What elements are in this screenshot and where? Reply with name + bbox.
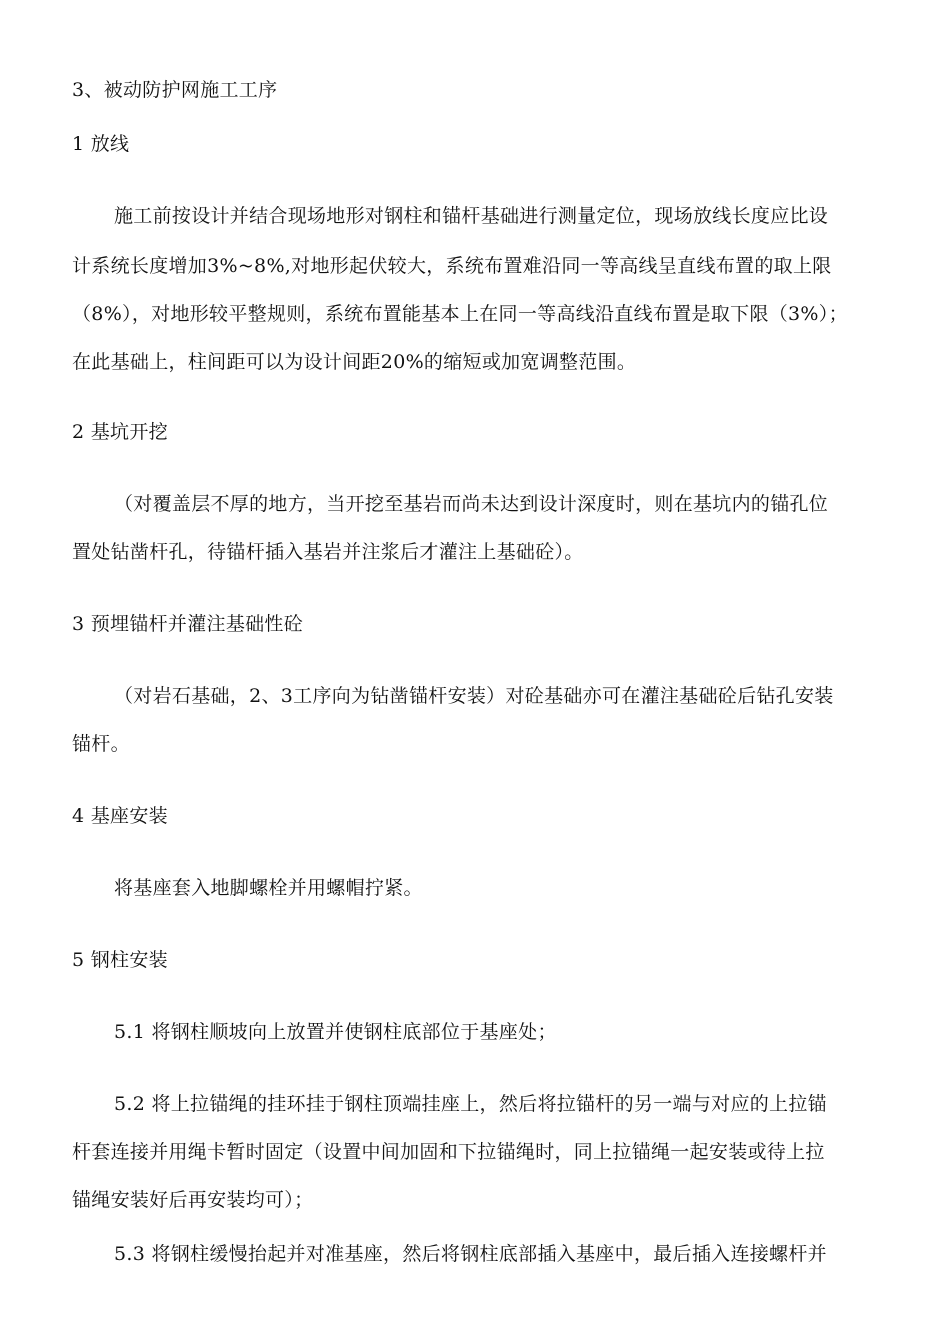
step-4-heading: 4 基座安装: [72, 805, 168, 827]
step-5-3-line: 5.3 将钢柱缓慢抬起并对准基座，然后将钢柱底部插入基座中，最后插入连接螺杆并: [114, 1243, 827, 1265]
step-1-paragraph-line: （8%），对地形较平整规则，系统布置能基本上在同一等高线沿直线布置是取下限（3%）；: [72, 303, 848, 325]
section-title: 3、被动防护网施工工序: [72, 79, 278, 101]
step-1-heading: 1 放线: [72, 133, 130, 155]
step-1-paragraph-line: 施工前按设计并结合现场地形对钢柱和锚杆基础进行测量定位，现场放线长度应比设: [114, 205, 829, 227]
step-4-paragraph-line: 将基座套入地脚螺栓并用螺帽拧紧。: [114, 877, 423, 899]
step-2-heading: 2 基坑开挖: [72, 421, 168, 443]
step-3-heading: 3 预埋锚杆并灌注基础性砼: [72, 613, 304, 635]
step-2-paragraph-line: 置处钻凿杆孔，待锚杆插入基岩并注浆后才灌注上基础砼）。: [72, 541, 584, 563]
step-2-paragraph-line: （对覆盖层不厚的地方，当开挖至基岩而尚未达到设计深度时，则在基坑内的锚孔位: [114, 493, 829, 515]
step-5-2-line: 杆套连接并用绳卡暂时固定（设置中间加固和下拉锚绳时，同上拉锚绳一起安装或待上拉: [72, 1141, 825, 1163]
step-1-paragraph-line: 计系统长度增加3%~8%,对地形起伏较大，系统布置难沿同一等高线呈直线布置的取上限: [72, 255, 832, 277]
step-5-1-line: 5.1 将钢柱顺坡向上放置并使钢柱底部位于基座处；: [114, 1021, 557, 1043]
step-3-paragraph-line: （对岩石基础，2、3工序向为钻凿锚杆安装）对砼基础亦可在灌注基础砼后钻孔安装: [114, 685, 834, 707]
step-5-heading: 5 钢柱安装: [72, 949, 168, 971]
step-1-paragraph-line: 在此基础上，柱间距可以为设计间距20%的缩短或加宽调整范围。: [72, 351, 637, 373]
step-3-paragraph-line: 锚杆。: [72, 733, 130, 755]
step-5-2-line: 锚绳安装好后再安装均可）；: [72, 1189, 314, 1211]
step-5-2-line: 5.2 将上拉锚绳的挂环挂于钢柱顶端挂座上，然后将拉锚杆的另一端与对应的上拉锚: [114, 1093, 827, 1115]
